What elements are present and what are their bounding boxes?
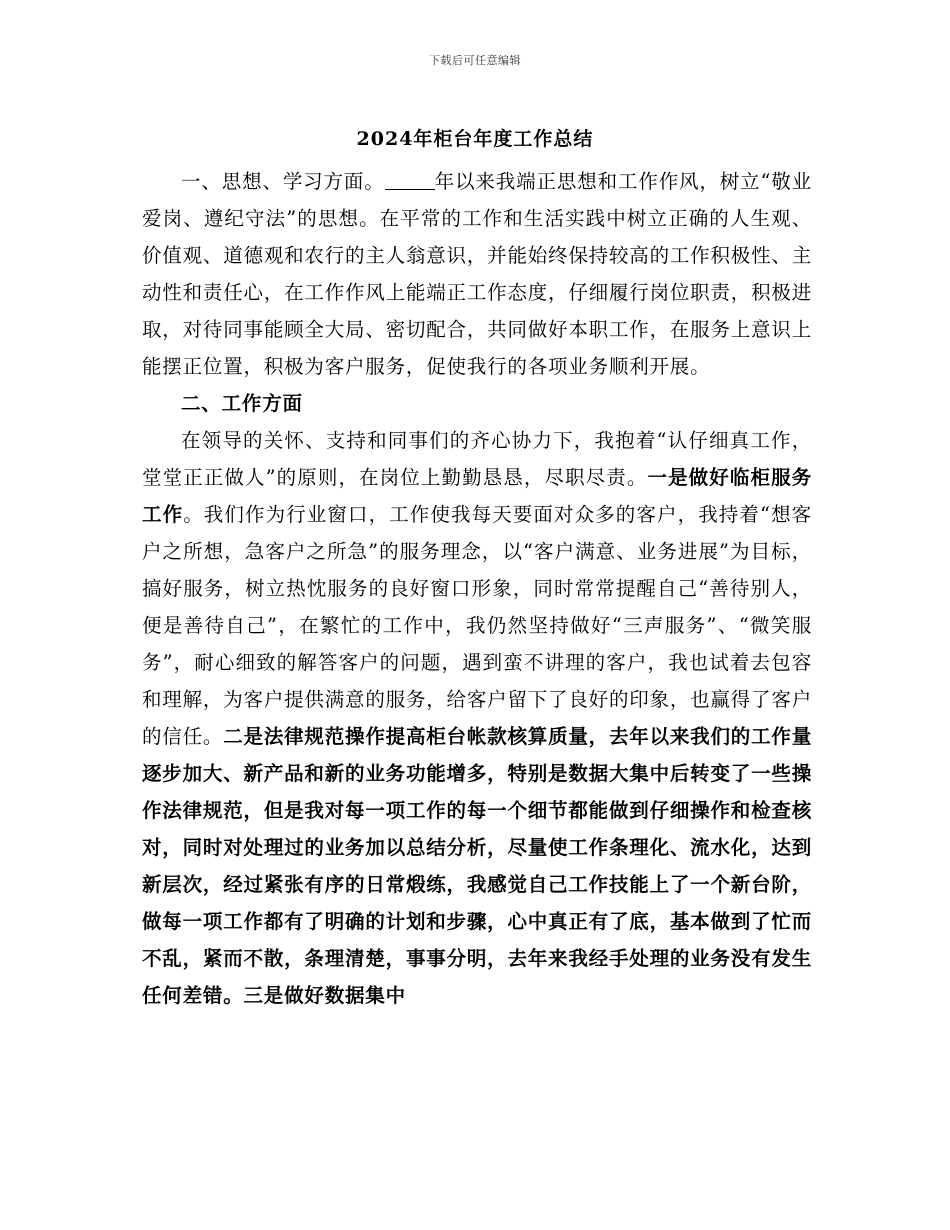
paragraph-intro: 在领导的关怀、支持和同事们的齐心协力下，我抱着“认仔细真工作，堂堂正正做人”的原则，在岗位上勤勤恳恳，尽职尽责。 — [142, 429, 812, 489]
section-heading-work: 二、工作方面 — [181, 392, 303, 415]
point-one-heading: 一是做好临柜服务工作 — [142, 466, 812, 526]
document-title: 2024年柜台年度工作总结 — [356, 128, 594, 150]
document-body — [142, 163, 812, 1014]
fill-in-blank — [385, 171, 435, 190]
point-two-text: 二是法律规范操作提高柜台帐款核算质量，去年以来我们的工作量逐步加大、新产品和新的业务功能增多，特别是数据大集中后转变了一些操作法律规范，但是我对每一项工作的每一个细节都能做到仔细操作和检查核对，同时对处理过的业务加以总结分析，尽量使工作条理化、流水化，达到新层次，经过紧张有序的日常煅练，我感觉自己工作技能上了一个新台阶，做每一项工作都有了明确的计划和步骤，心中真正有了底，基本做到了忙而不乱，紧而不散，条理清楚，事事分明，去年来我经手处理的业务没有发生任何差错。三是做好数据集中 — [142, 725, 813, 1007]
paragraph-lead: 一、思想、学习方面。 — [181, 170, 385, 193]
page-header-note: 下载后可任意编辑 — [429, 54, 521, 67]
paragraph-thought-study — [142, 163, 812, 385]
point-one-text: 。我们作为行业窗口，工作使我每天要面对众多的客户，我持着“想客户之所想，急客户之所急”的服务理念，以“客户满意、业务进展”为目标，搞好服务，树立热忱服务的良好窗口形象，同时常常提醒自己“善待别人，便是善待自己”，在繁忙的工作中，我仍然坚持做好“三声服务”、“微笑服务”，耐心细致的解答客户的问题，遇到蛮不讲理的客户，我也试着去包容和理解，为客户提供满意的服务，给客户留下了良好的印象，也赢得了客户的信任。 — [142, 503, 812, 748]
paragraph-work — [142, 422, 812, 1014]
paragraph-text: 年以来我端正思想和工作作风，树立“敬业爱岗、遵纪守法”的思想。在平常的工作和生活实践中树立正确的人生观、价值观、道德观和农行的主人翁意识，并能始终保持较高的工作积极性、主动性和责任心，在工作作风上能端正工作态度，仔细履行岗位职责，积极进取，对待同事能顾全大局、密切配合，共同做好本职工作，在服务上意识上能摆正位置，积极为客户服务，促使我行的各项业务顺利开展。 — [142, 170, 812, 378]
